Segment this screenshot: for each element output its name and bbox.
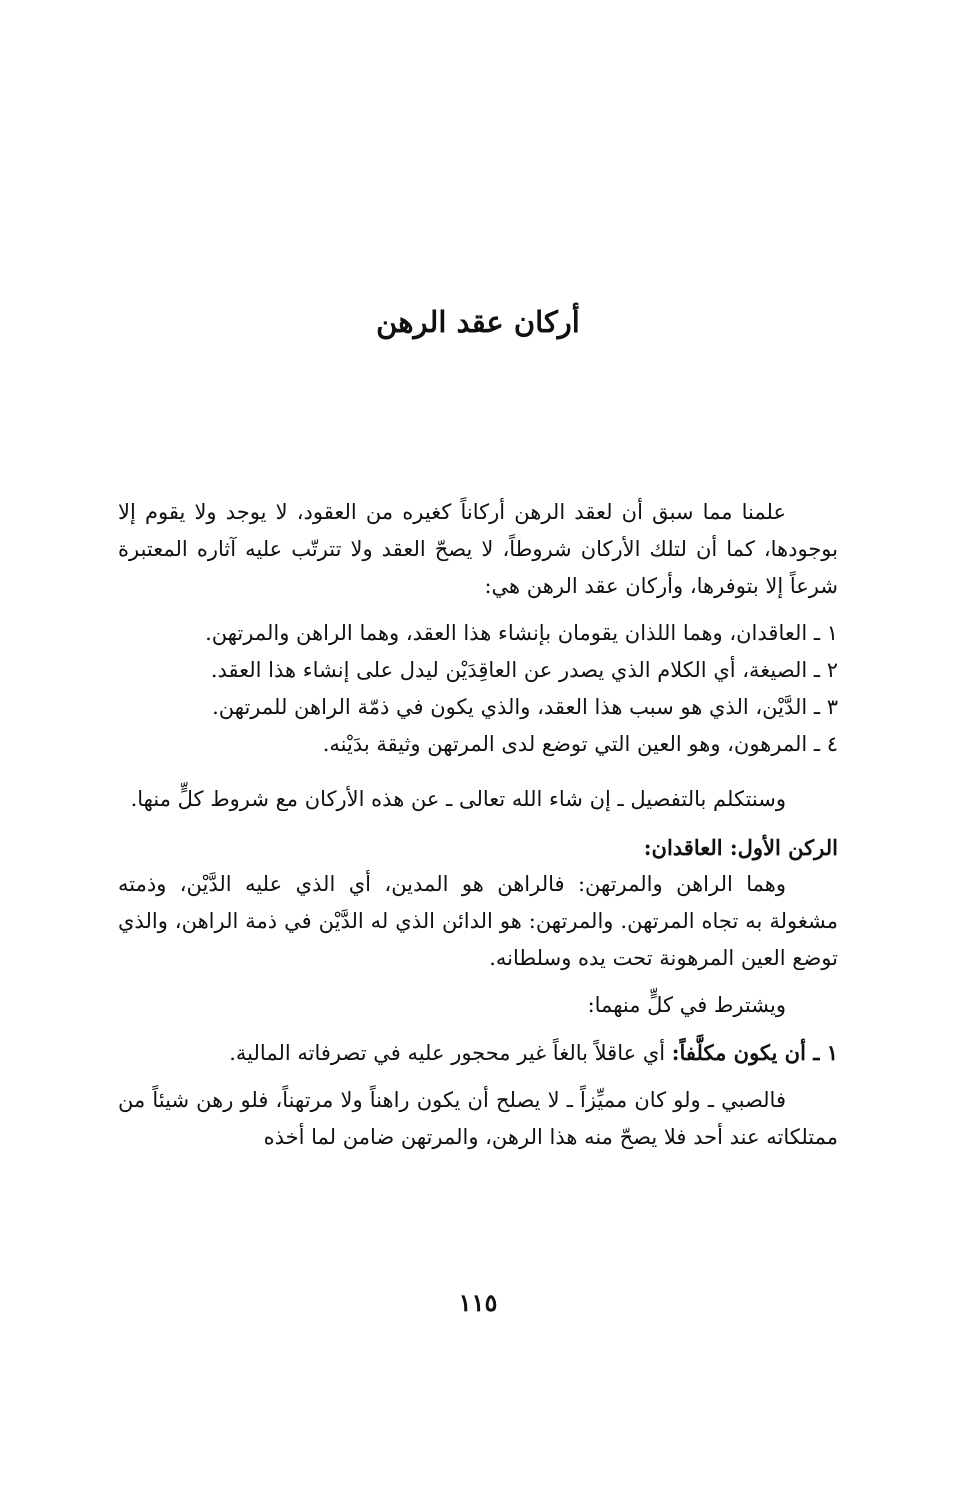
page-number: ١١٥ (458, 1288, 498, 1317)
first-pillar-paragraph: وهما الراهن والمرتهن: فالراهن هو المدين، أي الذي عليه الدَّيْن، وذمته مشغولة به تجاه المرتهن. والمرتهن: هو الدائن الذي له الدَّيْن في ذمة الراهن، والذي توضع العين المرهونة تحت يده وسلطانه. (118, 872, 838, 970)
condition-text: أي عاقلاً بالغاً غير محجور عليه في تصرفاته المالية. (229, 1041, 672, 1065)
pillar-item: ١ ـ العاقدان، وهما اللذان يقومان بإنشاء هذا العقد، وهما الراهن والمرتهن. (205, 621, 838, 645)
minor-paragraph: فالصبي ـ ولو كان مميِّزاً ـ لا يصلح أن يكون راهناً ولا مرتهناً، فلو رهن شيئاً من ممتلكاته عند أحد فلا يصحّ منه هذا الرهن، والمرتهن ضامن لما أخذه (118, 1088, 838, 1149)
detail-note-paragraph: وسنتكلم بالتفصيل ـ إن شاء الله تعالى ـ عن هذه الأركان مع شروط كلٍّ منها. (130, 787, 786, 811)
page-title: أركان عقد الرهن (376, 305, 580, 339)
condition-intro: ويشترط في كلٍّ منهما: (587, 993, 786, 1017)
page-body (118, 494, 838, 1156)
first-pillar-heading: الركن الأول: العاقدان: (643, 835, 838, 860)
pillar-item: ٤ ـ المرهون، وهو العين التي توضع لدى المرتهن وثيقة بدَيْنه. (322, 732, 838, 756)
condition-item (118, 1034, 838, 1072)
pillars-list (118, 615, 838, 763)
intro-paragraph: علمنا مما سبق أن لعقد الرهن أركاناً كغيره من العقود، لا يوجد ولا يقوم إلا بوجودها، كما أن لتلك الأركان شروطاً، لا يصحّ العقد ولا تترتّب عليه آثاره المعتبرة شرعاً إلا بتوفرها، وأركان عقد الرهن هي: (118, 500, 838, 598)
pillar-item: ٢ ـ الصيغة، أي الكلام الذي يصدر عن العاقِدَيْن ليدل على إنشاء هذا العقد. (210, 658, 838, 682)
condition-lead: ١ ـ أن يكون مكلَّفاً: (671, 1040, 838, 1065)
pillar-item: ٣ ـ الدَّيْن، الذي هو سبب هذا العقد، والذي يكون في ذمّة الراهن للمرتهن. (212, 695, 838, 719)
